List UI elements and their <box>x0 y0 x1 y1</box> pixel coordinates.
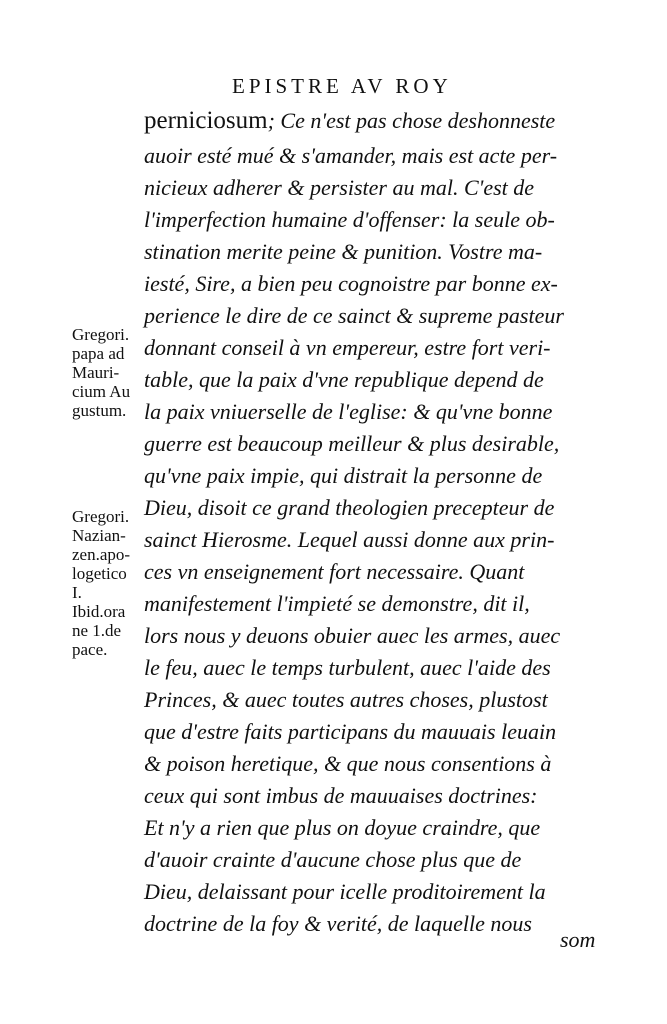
margin-note-line: logetico <box>72 564 127 583</box>
text-line: que d'estre faits participans du mauuais leuain <box>144 719 557 744</box>
text-line: stination merite peine & punition. Vostre ma- <box>144 239 543 264</box>
text-line: Princes, & auec toutes autres choses, plustost <box>144 687 548 712</box>
running-header: EPISTRE AV ROY <box>232 74 452 98</box>
margin-note-line: Ibid.ora <box>72 602 126 621</box>
text-line: d'auoir crainte d'aucune chose plus que de <box>144 847 522 872</box>
margin-note-line: gustum. <box>72 401 127 420</box>
text-line: table, que la paix d'vne republique depend de <box>144 367 544 392</box>
text-line: Dieu, disoit ce grand theologien precepteur de <box>144 495 555 520</box>
text-line: ceux qui sont imbus de mauuaises doctrines: <box>144 783 538 808</box>
text-line: doctrine de la foy & verité, de laquelle nous <box>144 911 532 936</box>
text-line: Et n'y a rien que plus on doyue craindre, que <box>144 815 541 840</box>
margin-note-line: I. <box>72 583 82 602</box>
text-line: auoir esté mué & s'amander, mais est acte per- <box>144 143 558 168</box>
text-line: ces vn enseignement fort necessaire. Quant <box>144 559 525 584</box>
text-line: sainct Hierosme. Lequel aussi donne aux prin- <box>144 527 555 552</box>
margin-note-line: Nazian- <box>72 526 126 545</box>
text-line: la paix vniuerselle de l'eglise: & qu'vne bonne <box>144 399 553 424</box>
text-line: Dieu, delaissant pour icelle proditoirement la <box>144 879 546 904</box>
margin-note-gregory-pope <box>72 325 130 420</box>
margin-note-line: zen.apo- <box>72 545 131 564</box>
text-line: iesté, Sire, a bien peu cognoistre par bonne ex- <box>144 271 558 296</box>
first-word: perniciosum <box>144 107 268 134</box>
text-line: perience le dire de ce sainct & supreme pasteur <box>144 303 564 328</box>
text-line: & poison heretique, & que nous consentions à <box>144 751 552 776</box>
text-line: lors nous y deuons obuier auec les armes, auec <box>144 623 561 648</box>
margin-note-line: cium Au <box>72 382 131 401</box>
text-line: qu'vne paix impie, qui distrait la personne de <box>144 463 543 488</box>
catchword: som <box>560 927 596 952</box>
text-line-1: perniciosum; Ce n'est pas chose deshonneste <box>144 107 556 134</box>
margin-note-line: ne 1.de <box>72 621 122 640</box>
text-line: le feu, auec le temps turbulent, auec l'aide des <box>144 655 551 680</box>
margin-note-line: pace. <box>72 640 108 659</box>
margin-note-line: Gregori. <box>72 507 130 526</box>
text-line: l'imperfection humaine d'offenser: la seule ob- <box>144 207 555 232</box>
margin-note-line: papa ad <box>72 344 125 363</box>
text-line: nicieux adherer & persister au mal. C'est de <box>144 175 535 200</box>
text-line: manifestement l'impieté se demonstre, dit il, <box>144 591 530 616</box>
text-line: guerre est beaucoup meilleur & plus desirable, <box>144 431 560 456</box>
margin-note-gregory-nazianzen <box>72 507 130 659</box>
margin-note-line: Mauri- <box>72 363 120 382</box>
margin-note-line: Gregori. <box>72 325 130 344</box>
text-line: donnant conseil à vn empereur, estre fort veri- <box>144 335 551 360</box>
